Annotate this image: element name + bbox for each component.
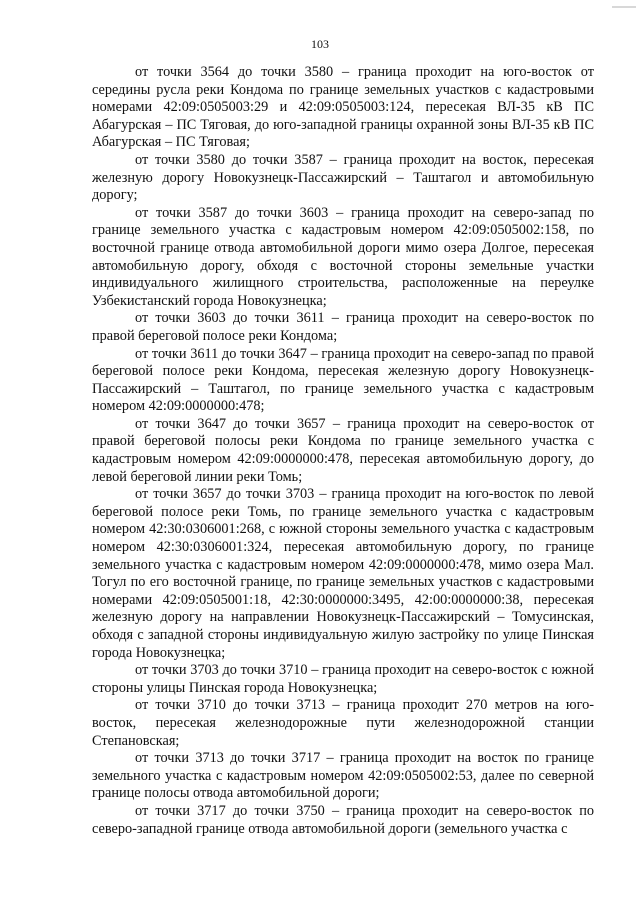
paragraph-1: от точки 3564 до точки 3580 – граница проходит на юго-восток от середины русла реки Кондома по границе земельных участков с кадастровыми номерами 42:09:0505003:29 и 42:09:0505003:124, пересекая ВЛ-35 кВ ПС Абагурская – ПС Тяговая, до юго-западной границы охранной зоны ВЛ-35 кВ ПС Абагурская – ПС Тяговая; — [92, 64, 594, 151]
paragraph-10: от точки 3713 до точки 3717 – граница проходит на восток по границе земельного участка с кадастровым номером 42:09:0505002:53, далее по северной границе полосы отвода автомобильной дороги; — [92, 750, 594, 802]
paragraph-6: от точки 3647 до точки 3657 – граница проходит на северо-восток от правой береговой полосы реки Кондома по границе земельного участка с кадастровым номером 42:09:0000000:478, пересекая автомобильную дорогу, до левой береговой линии реки Томь; — [92, 415, 594, 485]
page-number: 103 — [311, 37, 329, 51]
paragraph-3: от точки 3587 до точки 3603 – граница проходит на северо-запад по границе земельного участка с кадастровым номером 42:09:0505002:158, по восточной границе отвода автомобильной дороги мимо озера Долгое, пересекая автомобильную дорогу, обходя с восточной стороны земельные участки индивидуального жилищного строительства, расположенные на переулке Узбекистанский города Новокузнецка; — [92, 204, 594, 309]
paragraph-4: от точки 3603 до точки 3611 – граница проходит на северо-восток по правой береговой полосе реки Кондома; — [92, 310, 594, 344]
paragraph-7: от точки 3657 до точки 3703 – граница проходит на юго-восток по левой береговой полосе реки Томь, по границе земельного участка с кадастровым номером 42:30:0306001:268, с южной стороны земельного участка с кадастровым номером 42:30:0306001:324, пересекая автомобильную дорогу, по границе земельного участка с кадастровым номером 42:09:0000000:478, мимо озера Мал. Тогул по его восточной границе, по границе земельных участков с кадастровыми номерами 42:09:0505001:18, 42:30:0000000:3495, 42:00:0000000:38, пересекая железную дорогу на направлении Новокузнецк-Пассажирский – Томусинская, обходя с западной стороны индивидуальную жилую застройку по улице Пинская города Новокузнецка; — [92, 486, 594, 661]
scan-edge-mark — [612, 6, 636, 8]
document-body — [92, 64, 594, 838]
paragraph-2: от точки 3580 до точки 3587 – граница проходит на восток, пересекая железную дорогу Новокузнецк-Пассажирский – Таштагол и автомобильную дорогу; — [92, 151, 594, 204]
paragraph-8: от точки 3703 до точки 3710 – граница проходит на северо-восток с южной стороны улицы Пинская города Новокузнецка; — [92, 662, 594, 696]
paragraph-5: от точки 3611 до точки 3647 – граница проходит на северо-запад по правой береговой полосе реки Кондома, пересекая железную дорогу Новокузнецк-Пассажирский – Таштагол, по границе земельного участка с кадастровым номером 42:09:0000000:478; — [92, 345, 594, 415]
paragraph-9: от точки 3710 до точки 3713 – граница проходит 270 метров на юго-восток, пересекая железнодорожные пути железнодорожной станции Степановская; — [92, 697, 594, 749]
paragraph-11: от точки 3717 до точки 3750 – граница проходит на северо-восток по северо-западной границе отвода автомобильной дороги (земельного участка с — [92, 802, 594, 837]
